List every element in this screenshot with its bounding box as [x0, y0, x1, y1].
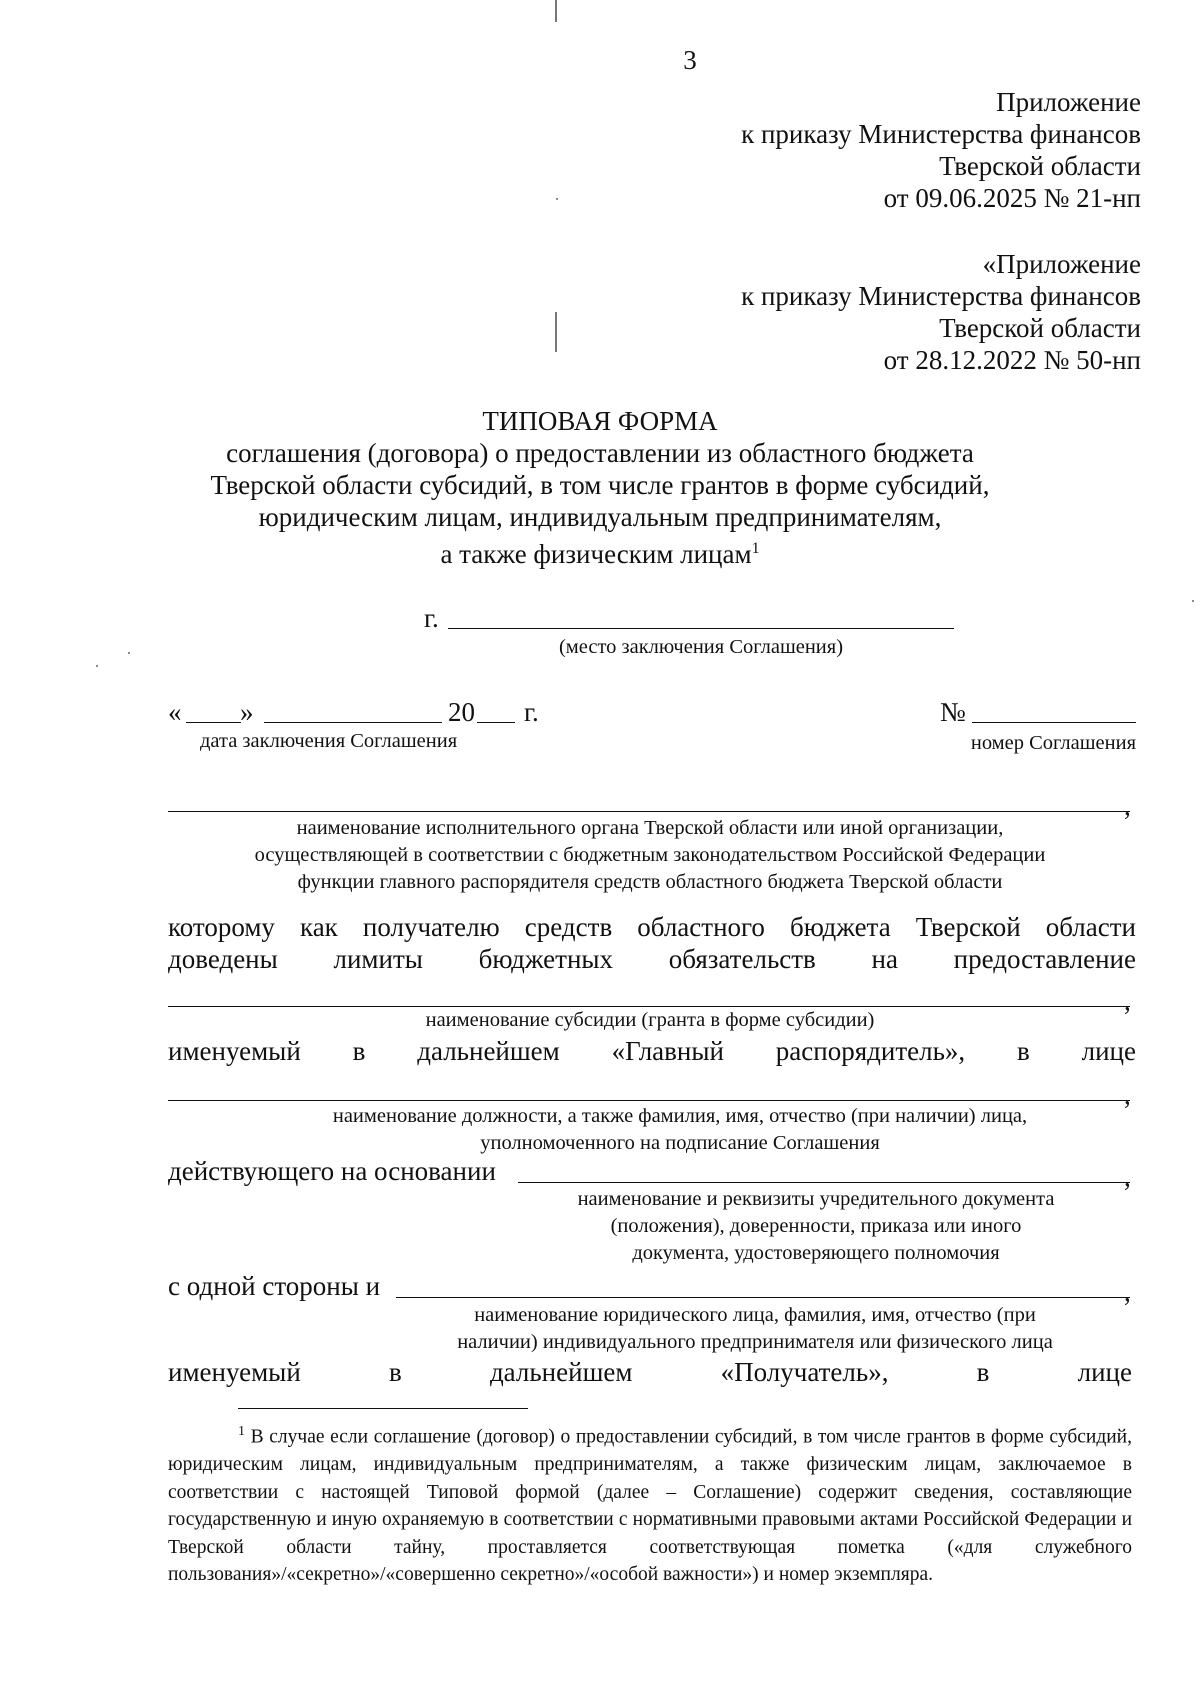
paragraph-line: [168, 1035, 1136, 1067]
recipient-caption: [380, 1302, 1130, 1356]
word: лице: [1077, 1357, 1132, 1387]
word: именуемый: [168, 1357, 301, 1387]
word: распорядитель»,: [775, 1036, 966, 1066]
word: именуемый: [168, 1036, 301, 1066]
title-line: а также физическим лицам$^1$: [440, 539, 760, 569]
caption-line: наименование и реквизиты учредительного документа: [577, 1188, 1055, 1210]
basis-caption: [500, 1186, 1132, 1267]
comma: ,: [1124, 1162, 1131, 1192]
title-line: юридическим лицам, индивидуальным предпринимателям,: [258, 502, 942, 532]
appendix-line: «Приложение: [982, 249, 1141, 279]
caption-line: наименование должности, а также фамилия, имя, отчество (при наличии) лица,: [332, 1105, 1028, 1127]
title-main: ТИПОВАЯ ФОРМА: [482, 406, 718, 436]
footnote-reference: 1: [751, 540, 760, 557]
approval-line: от 09.06.2025 № 21-нп: [883, 183, 1141, 213]
comma: ,: [1124, 1277, 1131, 1307]
comma: ,: [1124, 791, 1131, 821]
comma: ,: [1124, 1080, 1131, 1110]
caption-line: функции главного распорядителя средств областного бюджета Тверской области: [297, 871, 1003, 893]
scan-artifact: [1192, 600, 1194, 602]
word: доведены: [168, 944, 278, 974]
footnote: [168, 1418, 1132, 1589]
footnote-separator: [238, 1408, 528, 1409]
word: предоставление: [953, 944, 1136, 974]
place-field[interactable]: [448, 628, 954, 629]
recipient-name-field[interactable]: [396, 1297, 1130, 1298]
caption-line: уполномоченного на подписание Соглашения: [480, 1132, 880, 1154]
date-century: 20: [448, 697, 475, 727]
approval-line: к приказу Министерства финансов: [741, 119, 1141, 149]
word: в: [1017, 1036, 1030, 1066]
page-number: 3: [683, 45, 697, 75]
document-title: [168, 405, 1032, 570]
caption-line: осуществляющей в соответствии с бюджетным законодательством Российской Федерации: [254, 844, 1046, 866]
date-day-field[interactable]: [186, 722, 241, 723]
title-line: соглашения (договора) о предоставлении из областного бюджета: [226, 438, 974, 468]
scan-artifact: [555, 312, 557, 352]
word: дальнейшем: [489, 1357, 633, 1387]
date-close-quote: »: [240, 697, 254, 727]
organization-caption: [168, 815, 1132, 896]
paragraph-line: которому как получателю средств областного бюджета Тверской области: [168, 912, 1136, 942]
scan-artifact: [96, 665, 98, 667]
footnote-marker: 1: [238, 1424, 245, 1439]
subsidy-caption: наименование субсидии (гранта в форме субсидии): [425, 1009, 875, 1031]
caption-line: (положения), доверенности, приказа или иного: [610, 1215, 1022, 1237]
title-line: Тверской области субсидий, в том числе грантов в форме субсидий,: [210, 470, 990, 500]
word: на: [871, 944, 898, 974]
scan-artifact: [128, 652, 130, 654]
organization-name-field[interactable]: [168, 811, 1130, 812]
scan-artifact: [555, 0, 557, 22]
paragraph-line: [168, 1356, 1132, 1388]
basis-document-field[interactable]: [518, 1182, 1130, 1183]
original-appendix-header: [560, 248, 1141, 376]
word: дальнейшем: [417, 1036, 560, 1066]
date-month-field[interactable]: [264, 722, 442, 723]
date-caption: дата заключения Соглашения: [200, 730, 458, 752]
appendix-line: к приказу Министерства финансов: [741, 281, 1141, 311]
appendix-line: Тверской области: [939, 313, 1141, 343]
caption-line: наименование юридического лица, фамилия, имя, отчество (при: [474, 1304, 1036, 1326]
word: лице: [1081, 1036, 1136, 1066]
place-caption: (место заключения Соглашения): [558, 636, 844, 658]
side-label: с одной стороны и: [168, 1271, 381, 1301]
date-year-field[interactable]: [477, 722, 515, 723]
word: «Главный: [611, 1036, 724, 1066]
caption-line: наличии) индивидуального предпринимателя или физического лица: [457, 1331, 1053, 1353]
word: в: [388, 1357, 402, 1387]
caption-line: документа, удостоверяющего полномочия: [632, 1242, 1000, 1264]
word: в: [352, 1036, 366, 1066]
appendix-line: от 28.12.2022 № 50-нп: [883, 345, 1141, 375]
word: бюджетных: [478, 944, 614, 974]
date-open-quote: «: [168, 697, 182, 727]
basis-label: действующего на основании: [168, 1156, 496, 1186]
word: лимиты: [333, 944, 423, 974]
approval-header: [560, 86, 1141, 214]
approval-line: Приложение: [996, 87, 1141, 117]
word: «Получатель»,: [720, 1357, 889, 1387]
comma: ,: [1124, 986, 1131, 1016]
number-caption: номер Соглашения: [970, 732, 1136, 754]
caption-line: наименование исполнительного органа Тверской области или иной организации,: [296, 817, 1004, 839]
signatory-field[interactable]: [168, 1100, 1130, 1101]
agreement-number-field[interactable]: [972, 722, 1136, 723]
number-sign: №: [940, 697, 966, 727]
paragraph-line: [168, 943, 1136, 975]
word: в: [976, 1357, 990, 1387]
date-year-suffix: г.: [524, 697, 539, 727]
signatory-caption: [232, 1103, 1128, 1157]
approval-line: Тверской области: [939, 151, 1141, 181]
scan-artifact: [556, 198, 558, 200]
place-prefix: г.: [424, 603, 439, 633]
word: обязательств: [668, 944, 816, 974]
footnote-text: В случае если соглашение (договор) о предоставлении субсидий, в том числе грантов в форме субсидий, юридическим лицам, индивидуальным предпринимателям, а также физическим лицам, заключаемое в соответствии с настоящей Типовой формой (далее – Соглашение) содержит сведения, составляющие государственную и иную охраняемую в соответствии с нормативными правовыми актами Российской Федерации и Тверской области тайну, проставляется соответствующая пометка («для служебного пользования»/«секретно»/«совершенно секретно»/«особой важности») и номер экземпляра.: [168, 1426, 1132, 1585]
